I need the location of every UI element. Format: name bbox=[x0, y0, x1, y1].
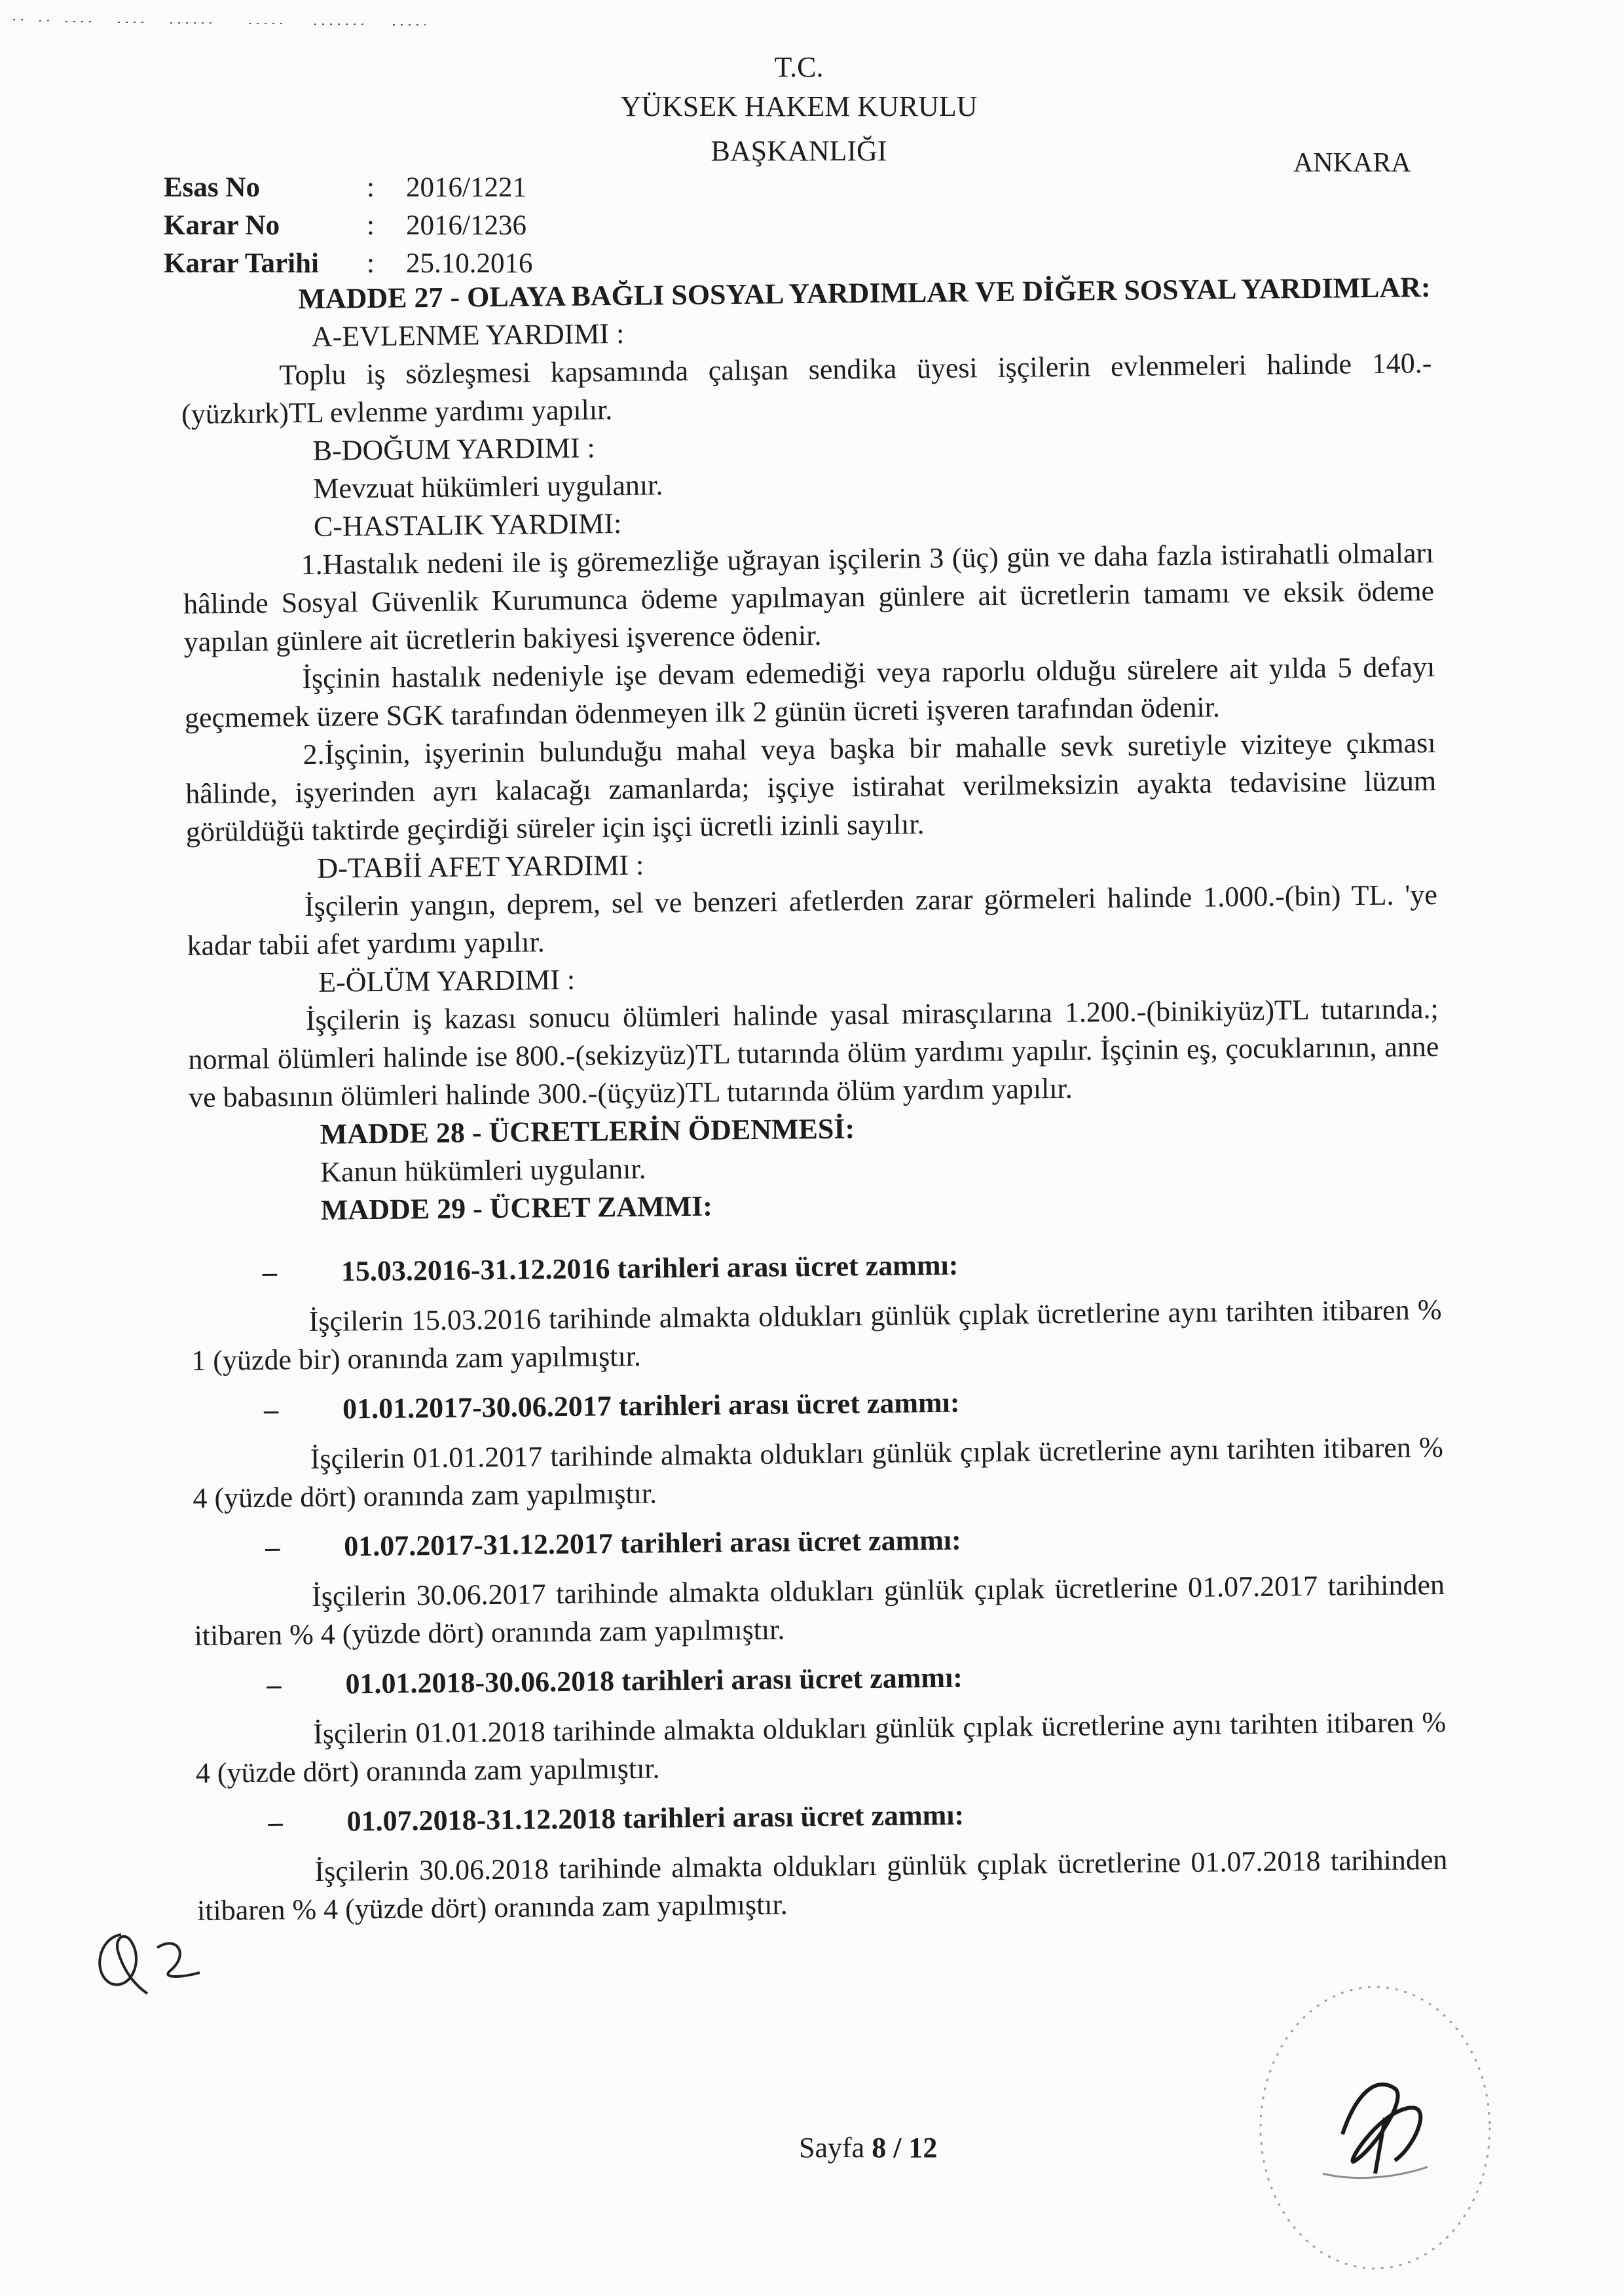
madde27-a-title: A-EVLENME YARDIMI : bbox=[311, 317, 625, 353]
letterhead-department: BAŞKANLIĞI bbox=[710, 135, 887, 167]
madde27-a-text: Toplu iş sözleşmesi kapsamında çalışan sendika üyesi işçilerin evlenmeleri halinde 140.-(yüzkırk)TL evlenme yardımı yapılır. bbox=[181, 346, 1432, 430]
dash-bullet: – bbox=[265, 1531, 280, 1563]
dash-bullet: – bbox=[267, 1668, 282, 1701]
top-edge-specks bbox=[0, 0, 458, 39]
page-count: 8 / 12 bbox=[872, 2132, 938, 2164]
case-metadata bbox=[164, 169, 533, 283]
meta-label: Karar Tarihi bbox=[164, 248, 319, 279]
meta-value: 2016/1221 bbox=[406, 172, 526, 203]
madde27-c-text2: İşçinin hastalık nedeniyle işe devam edemediği veya raporlu olduğu sürelere ait yılda 5 defayı geçmemek üzere SGK tarafından ödenmeyen ilk 2 günün ücreti işveren tarafından ödenir. bbox=[184, 650, 1435, 734]
madde27-e-text: İşçilerin iş kazası sonucu ölümleri halinde yasal mirasçılarına 1.200.-(binikiyüz)TL tutarında.; normal ölümleri halinde ise 800.-(sekizyüz)TL tutarında ölüm yardımı yapılır. İşçinin eş, çocuklarının, anne ve babasının ölümleri halinde 300.-(üçyüz)TL tutarında ölüm yardım yapılır. bbox=[188, 992, 1439, 1114]
dash-bullet: – bbox=[263, 1393, 279, 1426]
madde27-title: MADDE 27 - OLAYA BAĞLI SOSYAL YARDIMLAR VE DİĞER SOSYAL YARDIMLAR: bbox=[298, 271, 1431, 316]
raise-period-label: 15.03.2016-31.12.2016 tarihleri arası ücret zammı: bbox=[341, 1248, 959, 1288]
raise-period-label: 01.07.2017-31.12.2017 tarihleri arası ücret zammı: bbox=[343, 1523, 961, 1563]
dash-bullet: – bbox=[262, 1256, 278, 1288]
letterhead bbox=[458, 49, 1139, 170]
page-prefix: Sayfa bbox=[799, 2132, 865, 2164]
madde27-e-title: E-ÖLÜM YARDIMI : bbox=[318, 963, 576, 998]
madde27-c-title: C-HASTALIK YARDIMI: bbox=[313, 507, 622, 543]
document-body bbox=[180, 268, 1448, 1930]
dash-bullet: – bbox=[268, 1806, 283, 1838]
raise-period-text: İşçilerin 01.01.2017 tarihinde almakta oldukları günlük çıplak ücretlerine aynı tarihten itibaren % 4 (yüzde dört) oranında zam yapılmıştır. bbox=[193, 1430, 1444, 1514]
city-label: ANKARA bbox=[1293, 148, 1411, 178]
raise-period-text: İşçilerin 30.06.2018 tarihinde almakta oldukları günlük çıplak ücretlerine 01.07.2018 tarihinden itibaren % 4 (yüzde dört) oranında zam yapılmıştır. bbox=[196, 1843, 1448, 1927]
meta-value: 25.10.2016 bbox=[406, 248, 533, 279]
letterhead-institution: YÜKSEK HAKEM KURULU bbox=[620, 90, 978, 122]
madde28-title: MADDE 28 - ÜCRETLERİN ÖDENMESİ: bbox=[320, 1112, 855, 1150]
letterhead-tc: T.C. bbox=[774, 51, 824, 83]
meta-row-esas bbox=[164, 169, 533, 207]
meta-label: Karar No bbox=[164, 210, 280, 241]
meta-separator: : bbox=[367, 210, 375, 241]
madde28-text: Kanun hükümleri uygulanır. bbox=[320, 1152, 646, 1188]
raise-period-text: İşçilerin 30.06.2017 tarihinde almakta oldukları günlük çıplak ücretlerine 01.07.2017 tarihinden itibaren % 4 (yüzde dört) oranında zam yapılmıştır. bbox=[194, 1568, 1445, 1652]
margin-initials-mark bbox=[85, 1922, 216, 2000]
madde29-title: MADDE 29 - ÜCRET ZAMMI: bbox=[320, 1190, 713, 1226]
raise-period-text: İşçilerin 15.03.2016 tarihinde almakta oldukları günlük çıplak ücretlerine aynı tarihten itibaren % 1 (yüzde bir) oranında zam yapılmıştır. bbox=[191, 1293, 1442, 1377]
meta-value: 2016/1236 bbox=[406, 210, 526, 241]
madde27-d-text: İşçilerin yangın, deprem, sel ve benzeri afetlerden zarar görmeleri halinde 1.000.-(bin) TL. 'ye kadar tabii afet yardımı yapılır. bbox=[187, 878, 1438, 962]
madde27-d-title: D-TABİİ AFET YARDIMI : bbox=[317, 848, 644, 884]
meta-row-tarih bbox=[164, 245, 533, 283]
raise-period-label: 01.01.2018-30.06.2018 tarihleri arası ücret zammı: bbox=[345, 1661, 963, 1700]
meta-separator: : bbox=[367, 248, 375, 279]
madde27-c-text3: 2.İşçinin, işyerinin bulunduğu mahal veya başka bir mahalle sevk suretiyle viziteye çıkması hâlinde, işyerinden ayrı kalacağı zamanlarda; işçiye istirahat verilmeksizin ayakta tedavisine lüzum görüldüğü taktirde geçirdiği süreler için işçi ücretli izinli sayılır. bbox=[185, 726, 1437, 848]
madde27-b-text: Mevzuat hükümleri uygulanır. bbox=[313, 469, 663, 505]
raise-period-text: İşçilerin 01.01.2018 tarihinde almakta oldukları günlük çıplak ücretlerine aynı tarihten itibaren % 4 (yüzde dört) oranında zam yapılmıştır. bbox=[195, 1705, 1447, 1789]
meta-label: Esas No bbox=[164, 172, 260, 203]
raise-period-label: 01.07.2018-31.12.2018 tarihleri arası ücret zammı: bbox=[346, 1798, 965, 1838]
page-number bbox=[799, 2131, 937, 2164]
raise-period-label: 01.01.2017-30.06.2017 tarihleri arası ücret zammı: bbox=[342, 1386, 960, 1425]
meta-row-karar bbox=[164, 207, 533, 245]
madde27-c-text1: 1.Hastalık nedeni ile iş göremezliğe uğrayan işçilerin 3 (üç) gün ve daha fazla istirahatli olmaları hâlinde Sosyal Güvenlik Kurumunca ödeme yapılmayan günlere ait ücretlerin tamamı ve eksik ödeme yapılan günlere ait ücretlerin bakiyesi işverence ödenir. bbox=[183, 536, 1435, 658]
signature-stamp bbox=[1244, 1964, 1519, 2291]
meta-separator: : bbox=[367, 172, 375, 203]
madde27-b-title: B-DOĞUM YARDIMI : bbox=[312, 431, 595, 467]
